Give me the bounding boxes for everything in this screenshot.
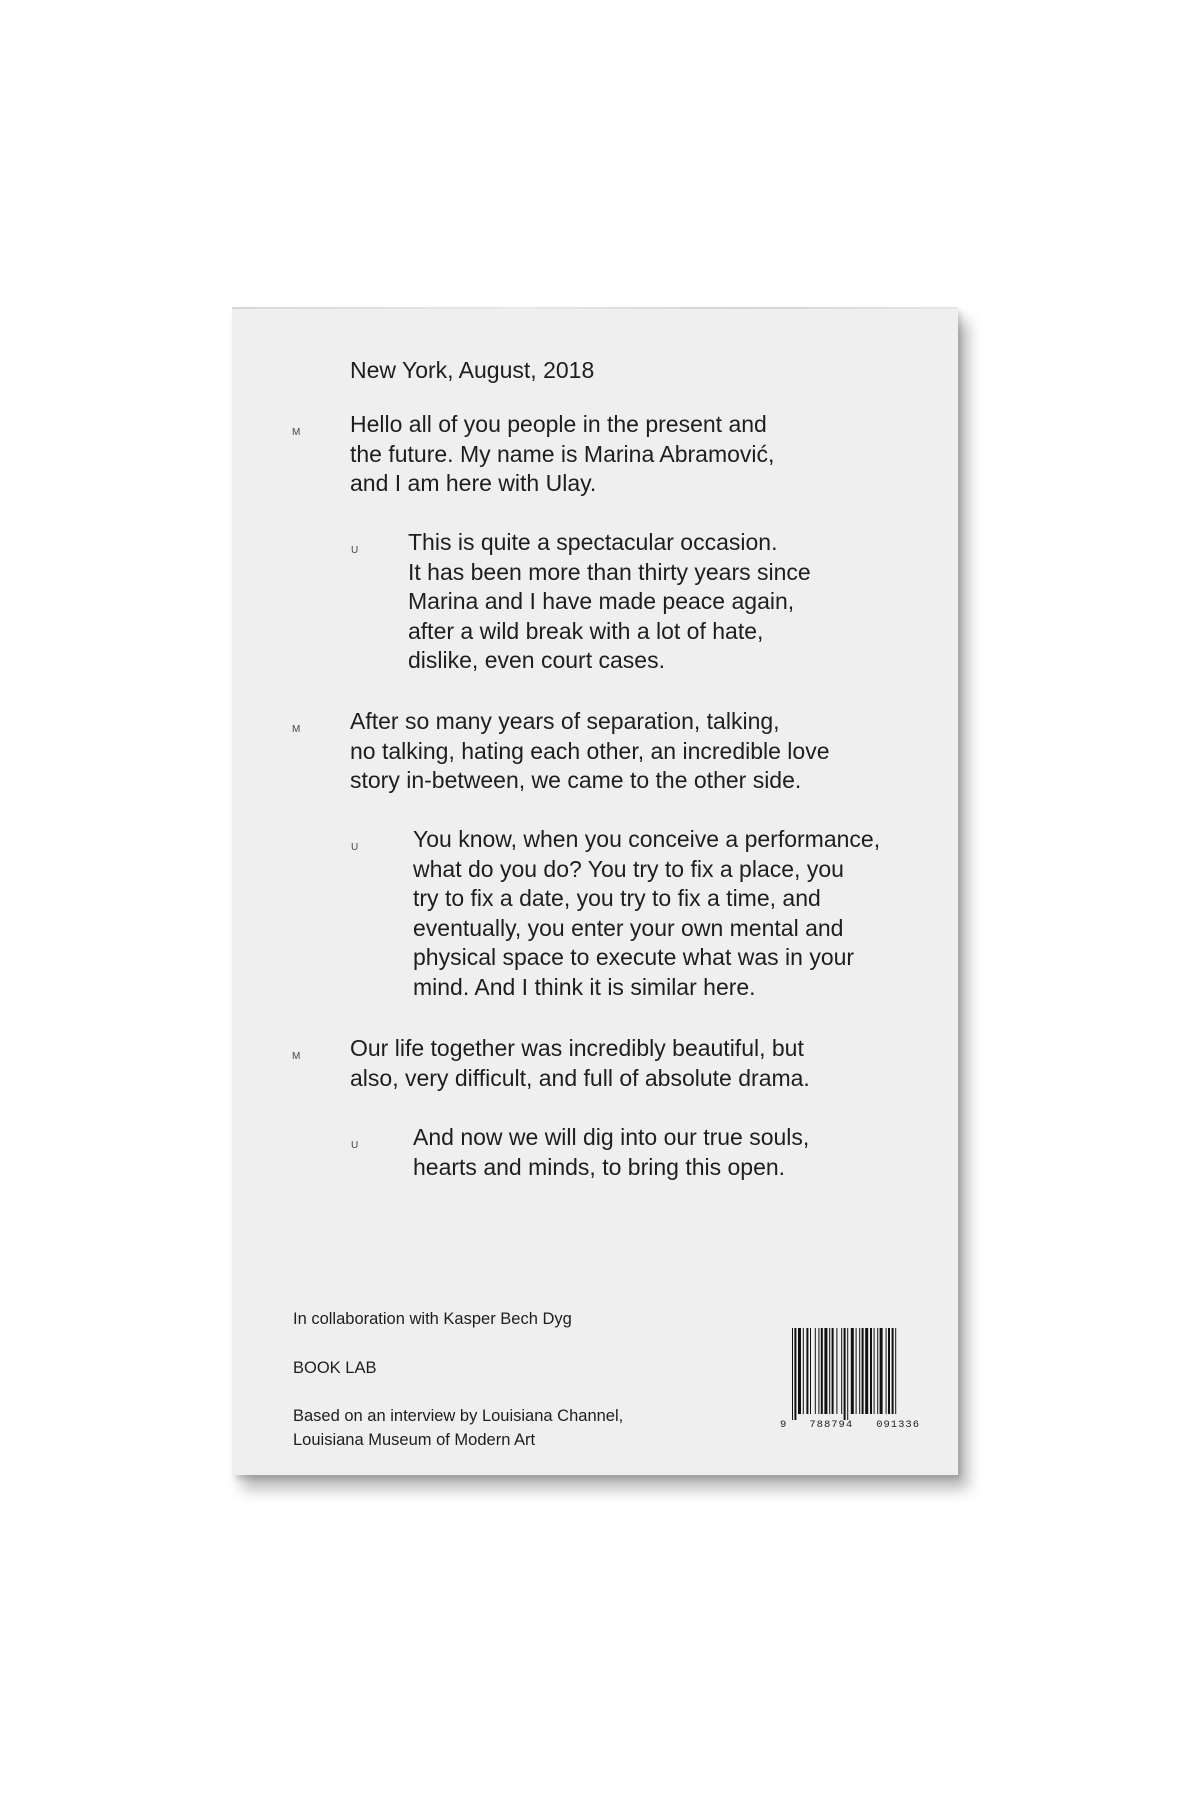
speaker-label-ulay: U: [351, 842, 359, 853]
text-line: And now we will dig into our true souls,: [413, 1124, 810, 1150]
barcode-bar: [892, 1328, 894, 1414]
barcode-bar: [870, 1328, 872, 1414]
dialogue-paragraph: [350, 410, 774, 499]
dialogue-paragraph: [413, 825, 880, 1002]
text-line: This is quite a spectacular occasion.: [408, 529, 778, 555]
barcode-bar: [841, 1328, 842, 1414]
text-line: also, very difficult, and full of absolute drama.: [350, 1064, 810, 1091]
dialogue-paragraph: [408, 528, 811, 676]
barcode-bar: [859, 1328, 860, 1414]
text-line: eventually, you enter your own mental and: [413, 914, 844, 941]
barcode-bar: [815, 1328, 816, 1414]
text-line: story in-between, we came to the other side.: [350, 767, 802, 793]
speaker-label-marina: M: [292, 724, 301, 735]
dialogue-paragraph: [350, 1034, 810, 1093]
text-line: physical space to execute what was in your: [413, 944, 855, 970]
barcode-bar: [874, 1328, 875, 1414]
text-line: no talking, hating each other, an incredible love: [350, 737, 830, 764]
text-line: what do you do? You try to fix a place, you: [413, 855, 844, 882]
collaboration-credit: In collaboration with Kasper Bech Dyg: [293, 1310, 572, 1328]
barcode-bar: [888, 1328, 890, 1414]
text-line: and I am here with Ulay.: [350, 470, 597, 496]
barcode-bar: [862, 1328, 864, 1414]
barcode-bar: [851, 1328, 854, 1414]
book-back-cover: [232, 307, 958, 1475]
text-line: Our life together was incredibly beautiful, but: [350, 1035, 804, 1061]
barcode-bar: [798, 1328, 801, 1414]
speaker-label-marina: M: [292, 1051, 301, 1062]
text-line: After so many years of separation, talking,: [350, 708, 780, 734]
text-line: try to fix a date, you try to fix a time, and: [413, 885, 821, 911]
text-line: mind. And I think it is similar here.: [413, 973, 756, 1000]
barcode-digits-left: 788794: [809, 1419, 854, 1431]
barcode-digits-right: 091336: [876, 1419, 920, 1431]
barcode-bar: [877, 1328, 878, 1414]
barcode-bar: [832, 1328, 834, 1414]
text-line: hearts and minds, to bring this open.: [413, 1153, 786, 1180]
barcode-bar: [806, 1328, 808, 1414]
barcode-bar: [865, 1328, 868, 1414]
dialogue-paragraph: [350, 707, 830, 796]
barcode-bar: [836, 1328, 837, 1414]
date-line: New York, August, 2018: [350, 357, 595, 383]
barcode-bar: [824, 1328, 827, 1414]
barcode-digits: [780, 1419, 920, 1431]
barcode-bar: [886, 1328, 887, 1414]
text-line: the future. My name is Marina Abramović,: [350, 440, 775, 467]
barcode-bar: [856, 1328, 857, 1414]
barcode-bar: [794, 1328, 796, 1420]
barcode-bars: [780, 1328, 920, 1420]
isbn-barcode: [780, 1328, 920, 1438]
barcode-bar: [847, 1328, 848, 1420]
barcode-bar: [792, 1328, 793, 1420]
text-line: You know, when you conceive a performance,: [413, 826, 881, 852]
barcode-bar: [821, 1328, 823, 1414]
source-line: Based on an interview by Louisiana Channel,: [293, 1407, 624, 1425]
barcode-bar: [844, 1328, 846, 1420]
publisher-name: BOOK LAB: [293, 1359, 377, 1377]
text-line: It has been more than thirty years since: [408, 558, 811, 585]
text-line: dislike, even court cases.: [408, 647, 665, 673]
source-credit: [293, 1404, 623, 1452]
barcode-lead-digit: 9: [780, 1419, 787, 1431]
text-line: after a wild break with a lot of hate,: [408, 617, 764, 644]
text-line: Marina and I have made peace again,: [408, 588, 795, 614]
barcode-bar: [810, 1328, 811, 1414]
speaker-label-ulay: U: [351, 1140, 359, 1151]
source-line: Louisiana Museum of Modern Art: [293, 1431, 536, 1449]
barcode-bar: [880, 1328, 883, 1414]
barcode-bar: [829, 1328, 830, 1414]
barcode-bar: [818, 1328, 819, 1414]
barcode-bar: [895, 1328, 896, 1414]
dialogue-paragraph: [413, 1123, 809, 1182]
text-line: Hello all of you people in the present and: [350, 411, 767, 437]
speaker-label-marina: M: [292, 427, 301, 438]
speaker-label-ulay: U: [351, 545, 359, 556]
barcode-bar: [803, 1328, 804, 1414]
